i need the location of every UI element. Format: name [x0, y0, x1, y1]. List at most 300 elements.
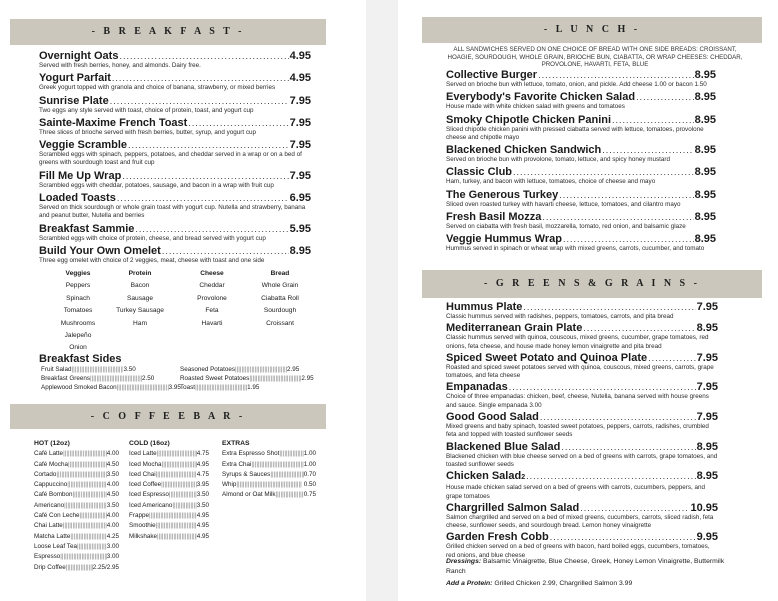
menu-item-title: [446, 189, 716, 201]
veggies-option: Tomatoes: [63, 307, 93, 315]
protein-option: Sausage: [126, 294, 154, 302]
menu-item-description: Classic hummus served with quinoa, couscous, mixed greens, cucumber, grape tomatoes, red onions, feta cheese, and house made honey lemon vinaigrette and pita bread: [446, 334, 709, 350]
menu-item-name: Classic Club: [446, 166, 513, 179]
drink-price: 4.00: [106, 522, 119, 530]
menu-item: [446, 531, 718, 560]
sides-left: [41, 365, 181, 392]
menu-item-description: Three slices of brioche served with fresh berries, butter, syrup, and yogurt cup: [39, 128, 256, 136]
menu-item-title: [446, 166, 716, 178]
leader-dots: [513, 166, 694, 178]
menu-item: [446, 144, 716, 164]
menu-item-name: Fill Me Up Wrap: [39, 169, 122, 182]
drink-name: Whip: [222, 481, 237, 489]
menu-item-description: Scrambled eggs with choice of protein, cheese, and bread served with yogurt cup: [39, 234, 266, 242]
menu-item-price: 7.95: [696, 301, 718, 313]
lunch-note: ALL SANDWICHES SERVED ON ONE CHOICE OF BREAD WITH ONE SIDE BREADS: CROISSANT, HOAGIE, SOURDOUGH, WHOLE GRAIN, BRIOCHE BUN, CIABATTA, OR WRAP CHEESES: CHEDDAR, PROVOLONE, HAVARTI, FETA, BLUE: [447, 46, 743, 68]
drink-price: 0.50: [303, 481, 316, 489]
drink-price: 4.95: [196, 532, 209, 540]
leader-dots: [128, 139, 289, 151]
menu-item: [39, 223, 311, 243]
price-leader: [236, 480, 303, 490]
menu-item-title: [39, 223, 311, 235]
menu-item-name: Sunrise Plate: [39, 94, 109, 107]
veggies-option: Jalepeño: [64, 332, 92, 340]
menu-item-price: 8.95: [694, 144, 716, 157]
menu-item-name: Good Good Salad: [446, 411, 539, 424]
menu-item-price: 4.95: [289, 72, 311, 85]
protein-column: [110, 268, 170, 330]
protein-header: Protein: [128, 270, 152, 277]
menu-item-price: 8.95: [694, 166, 716, 179]
drink-price: 1.00: [303, 460, 316, 468]
leader-dots: [538, 69, 693, 81]
page-gutter: [366, 0, 398, 601]
drink-item: [34, 511, 119, 521]
drink-item: [34, 480, 119, 490]
menu-item: [39, 170, 311, 190]
menu-item-title: [39, 95, 311, 107]
coffee-banner: - C O F F E E B A R -: [10, 404, 326, 429]
price-leader: [149, 511, 197, 521]
menu-item-title: [39, 72, 311, 84]
menu-item-price: 7.95: [289, 169, 311, 182]
drink-price: 4.00: [106, 512, 119, 520]
protein-option: Ham: [133, 319, 147, 327]
price-leader: [172, 501, 196, 511]
drink-name: Iced Coffee: [129, 481, 162, 489]
drink-name: Iced Americano: [129, 501, 173, 509]
cheese-option: Cheddar: [199, 282, 225, 290]
price-leader: [60, 552, 106, 562]
drink-name: Extra Chai: [222, 460, 252, 468]
drink-price: 3.95: [196, 481, 209, 489]
side-item-price: 2.50: [142, 375, 155, 382]
price-leader: [117, 383, 169, 392]
menu-item-name: Overnight Oats: [39, 50, 119, 62]
leader-dots: [550, 531, 696, 543]
menu-item-name: Veggie Scramble: [39, 139, 128, 152]
leader-dots: [162, 245, 289, 257]
side-item-price: 1.95: [247, 384, 260, 391]
hot-drinks: [34, 439, 119, 573]
menu-item-title: [446, 441, 718, 453]
menu-item: [39, 50, 311, 70]
menu-item-price: 7.95: [289, 94, 311, 107]
menu-item-name: Everybody's Favorite Chicken Salad: [446, 91, 636, 104]
veggies-option: Spinach: [66, 294, 90, 302]
dressings-text: Balsamic Vinaigrette, Blue Cheese, Greek, Honey Lemon Vinaigrette, Buttermilk Ranch: [446, 558, 725, 575]
menu-item-description: Sliced oven roasted turkey with havarti cheese, lettuce, tomatoes, and cilantro mayo: [446, 200, 681, 208]
menu-item: [446, 69, 716, 89]
greens-banner: - G R E E N S & G R A I N S -: [422, 270, 762, 298]
menu-page-left: [0, 0, 366, 601]
menu-item: [446, 301, 718, 321]
menu-item-name: Spiced Sweet Potato and Quinoa Plate: [446, 351, 648, 364]
menu-item-name: Hummus Plate: [446, 301, 523, 313]
price-leader: [63, 449, 107, 459]
bread-option: Ciabatta Roll: [261, 294, 299, 302]
drink-price: 4.95: [196, 522, 209, 530]
bread-column: [252, 268, 308, 330]
menu-item-name: Loaded Toasts: [39, 192, 116, 205]
veggies-option: Mushrooms: [60, 319, 96, 327]
side-item: [41, 365, 181, 374]
lunch-items: [446, 69, 716, 256]
menu-item-price: 7.95: [696, 411, 718, 424]
menu-item-price: 7.95: [696, 351, 718, 364]
drink-name: Loose Leaf Tea: [34, 542, 77, 550]
drink-name: Milkshake: [129, 532, 157, 540]
menu-item: [446, 322, 718, 351]
menu-item-name: Empanadas: [446, 381, 508, 394]
menu-item-description: Scrambled eggs with spinach, peppers, potatoes, and cheddar served in a wrap or on a bed of greens with sourdough toast and fruit cup: [39, 151, 302, 167]
menu-item-title: [39, 139, 311, 151]
leader-dots: [188, 117, 288, 129]
drink-price: 3.50: [196, 491, 209, 499]
side-item-name: Applewood Smoked Bacon: [41, 384, 117, 391]
menu-item-price: 8.95: [696, 322, 718, 335]
menu-item: [446, 189, 716, 209]
drink-price: 4.00: [106, 450, 119, 458]
leader-dots: [648, 352, 695, 364]
extras-header: EXTRAS: [222, 440, 250, 447]
drink-item: [34, 501, 119, 511]
leader-dots: [117, 192, 289, 204]
drink-name: Café Bombon: [34, 491, 73, 499]
bread-header: Bread: [270, 270, 290, 277]
price-leader: [67, 480, 106, 490]
price-leader: [157, 532, 197, 542]
side-item-name: Fruit Salad: [41, 366, 72, 373]
drink-price: 4.50: [106, 460, 119, 468]
menu-item-title: [446, 502, 718, 514]
price-leader: [64, 501, 107, 511]
side-item-name: Roasted Sweet Potatoes: [180, 375, 250, 382]
price-leader: [157, 449, 197, 459]
protein-label: Add a Protein:: [446, 580, 493, 587]
drink-item: [129, 532, 209, 542]
side-item-price: 3.95: [168, 384, 181, 391]
menu-item-description: Choice of three empanadas: chicken, beef, cheese, Nutella, banana served with house greens and sauce. Single empanada 3.00: [446, 393, 709, 409]
protein-option: Bacon: [130, 282, 150, 290]
menu-item-description: Served on brioche bun with lettuce, tomato, onion, and pickle. Add cheese 1.00 or bacon 1.50: [446, 81, 707, 88]
price-leader: [249, 374, 301, 383]
drink-name: Iced Chai: [129, 470, 156, 478]
menu-item-title: [446, 531, 718, 543]
price-leader: [279, 449, 303, 459]
menu-item: [446, 166, 716, 186]
cheese-option: Provolone: [197, 294, 227, 302]
drink-price: 3.50: [106, 470, 119, 478]
menu-item-name: Breakfast Sammie: [39, 222, 135, 235]
drink-name: Espresso: [34, 553, 61, 561]
bread-option: Whole Grain: [261, 282, 299, 290]
greens-items: [446, 301, 718, 561]
leader-dots: [526, 470, 695, 482]
menu-item-price: 8.95: [694, 211, 716, 224]
drink-name: Extra Espresso Shot: [222, 450, 280, 458]
breakfast-sides-title: Breakfast Sides: [39, 353, 122, 365]
leader-dots: [135, 223, 288, 235]
cold-header: COLD (16oz): [129, 440, 170, 447]
menu-item-price: 6.95: [289, 192, 311, 205]
drink-price: 0.70: [303, 470, 316, 478]
leader-dots: [122, 170, 288, 182]
bread-option: Croissant: [266, 319, 294, 327]
menu-item: [446, 411, 718, 440]
side-item: [41, 383, 181, 392]
leader-dots: [580, 502, 689, 514]
menu-item: [446, 114, 716, 143]
menu-item-price: 10.95: [690, 501, 718, 514]
menu-item-title: [446, 211, 716, 223]
menu-item-description: Scrambled eggs with cheddar, potatoes, sausage, and bacon in a wrap with fruit cup: [39, 181, 274, 189]
side-item-name: Breakfast Greens: [41, 375, 90, 382]
leader-dots: [112, 72, 289, 84]
price-leader: [276, 490, 304, 500]
menu-item-name: Yogurt Parfait: [39, 72, 111, 85]
drink-item: [222, 490, 316, 500]
leader-dots: [523, 301, 695, 313]
drink-price: 3.50: [196, 501, 209, 509]
menu-item: [39, 72, 311, 92]
extras: [222, 439, 316, 501]
menu-item-title: [39, 245, 311, 257]
price-leader: [235, 365, 287, 374]
drink-name: Chai Latte: [34, 522, 63, 530]
menu-item-description: Two eggs any style served with toast, choice of protein, toast, and yogurt cup: [39, 106, 254, 114]
side-item-price: 2.95: [301, 375, 314, 382]
veggies-option: Onion: [69, 344, 87, 352]
drink-item: [129, 449, 209, 459]
drink-item: [34, 470, 119, 480]
menu-item-title: [446, 470, 718, 484]
drink-name: Frappe: [129, 512, 149, 520]
side-item-name: Seasoned Potatoes: [180, 366, 235, 373]
drink-price: 4.95: [196, 512, 209, 520]
menu-item-title: [39, 50, 311, 62]
side-item: [180, 365, 314, 374]
side-item: [41, 374, 181, 383]
menu-item-title: [446, 411, 718, 423]
menu-item-description: Served on thick sourdough or whole grain toast with yogurt cup. Nutella and strawberry, banana and peanut butter, Nutella and berries: [39, 204, 306, 220]
menu-item-description: Greek yogurt topped with granola and choice of banana, strawberry, or mixed berries: [39, 84, 276, 92]
drink-item: [34, 521, 119, 531]
price-leader: [169, 490, 197, 500]
menu-item-name: Build Your Own Omelet: [39, 244, 161, 257]
breakfast-banner: - B R E A K F A S T -: [10, 19, 326, 45]
leader-dots: [602, 144, 693, 156]
menu-item-price: 8.95: [694, 69, 716, 81]
leader-dots: [583, 322, 695, 334]
drink-item: [222, 480, 316, 490]
menu-item-title: [446, 352, 718, 364]
protein-text: Grilled Chicken 2.99, Chargrilled Salmon 3.99: [494, 580, 633, 587]
drink-item: [129, 470, 209, 480]
menu-item: [446, 233, 716, 253]
side-item-name: Toast: [180, 384, 196, 391]
drink-price: 1.00: [303, 450, 316, 458]
menu-item-description: Served on ciabatta with fresh basil, mozzarella, tomato, red onion, and balsamic glaze: [446, 223, 686, 231]
leader-dots: [119, 50, 288, 62]
drink-name: Iced Espresso: [129, 491, 169, 499]
drink-item: [129, 480, 209, 490]
veggies-option: Peppers: [65, 282, 91, 290]
side-item: [180, 383, 314, 392]
drink-price: 3.00: [106, 542, 119, 550]
drink-item: [34, 563, 119, 573]
leader-dots: [540, 411, 696, 423]
drink-name: Matcha Latte: [34, 532, 71, 540]
drink-name: Café Mocha: [34, 460, 68, 468]
menu-item-name: Collective Burger: [446, 69, 538, 81]
menu-item: [39, 192, 311, 221]
drink-name: Syrups & Sauces: [222, 470, 271, 478]
protein-option: Turkey Sausage: [116, 307, 164, 315]
menu-item-price: 9.95: [696, 531, 718, 544]
menu-item-price: 8.95: [696, 440, 718, 453]
menu-item: [446, 352, 718, 381]
menu-item-title: [446, 144, 716, 156]
drink-price: 4.75: [196, 470, 209, 478]
drink-name: Iced Mocha: [129, 460, 162, 468]
menu-item-name: Mediterranean Grain Plate: [446, 322, 583, 335]
menu-item: [39, 245, 311, 265]
menu-item-price: 8.95: [694, 233, 716, 246]
menu-item-description: Mixed greens and baby spinach, toasted sweet potatoes, peppers, carrots, radishes, crumbled feta and topped with toasted sunflower seeds: [446, 423, 709, 439]
price-leader: [66, 563, 93, 573]
menu-item-description: Blackened chicken with blue cheese served on a bed of greens with carrots, grape tomatoes, and toasted sunflower seeds: [446, 452, 718, 468]
menu-item-price: 8.95: [694, 188, 716, 201]
drink-item: [129, 511, 209, 521]
drink-item: [222, 449, 316, 459]
menu-item-name: The Generous Turkey: [446, 188, 559, 201]
hot-header: HOT (12oz): [34, 440, 70, 447]
drink-price: 4.25: [106, 532, 119, 540]
drink-name: Americano: [34, 501, 65, 509]
menu-item-title: [446, 301, 718, 313]
drink-item: [129, 501, 209, 511]
menu-item: [446, 91, 716, 111]
price-leader: [80, 511, 107, 521]
menu-item-title: [39, 192, 311, 204]
cold-drinks: [129, 439, 209, 542]
drink-name: Cortado: [34, 470, 57, 478]
menu-item-name: Sainte-Maxime French Toast: [39, 116, 188, 129]
menu-item-price: 8.95: [696, 470, 718, 483]
menu-item-price: 7.95: [289, 116, 311, 129]
menu-item-title: [39, 117, 311, 129]
price-leader: [270, 470, 303, 480]
drink-price: 4.00: [106, 481, 119, 489]
menu-item-description: Classic hummus served with radishes, peppers, tomatoes, carrots, and pita bread: [446, 313, 674, 320]
menu-item: [446, 502, 718, 531]
menu-item-title: [446, 233, 716, 245]
drink-item: [34, 490, 119, 500]
drink-item: [34, 449, 119, 459]
drink-item: [129, 460, 209, 470]
cheese-header: Cheese: [200, 270, 224, 277]
menu-item-description: Hummus served in spinach or wheat wrap with mixed greens, carrots, cucumber, and tomato: [446, 245, 705, 253]
cheese-option: Feta: [205, 307, 219, 315]
drink-item: [34, 542, 119, 552]
menu-item-description: Ham, turkey, and bacon with lettuce, tomatoes, choice of cheese and mayo: [446, 178, 656, 186]
menu-item-title: [39, 170, 311, 182]
leader-dots: [636, 91, 693, 103]
menu-item: [39, 139, 311, 168]
menu-item-description: Served on brioche bun with provolone, tomato, lettuce, and spicy honey mustard: [446, 156, 671, 164]
menu-item-price: 8.95: [289, 244, 311, 257]
sides-right: [180, 365, 314, 392]
price-leader: [251, 460, 303, 470]
menu-item-price: 5.95: [289, 222, 311, 235]
veggies-header: Veggies: [65, 270, 91, 277]
menu-item: [39, 95, 311, 115]
leader-dots: [563, 233, 694, 245]
drink-name: Cappuccino: [34, 481, 68, 489]
leader-dots: [561, 441, 695, 453]
menu-item-title: [446, 69, 716, 81]
menu-item-description: House made chicken salad served on a bed of greens with carrots, cucumbers, peppers, and grape tomatoes: [446, 484, 706, 500]
menu-item-title: [446, 322, 718, 334]
leader-dots: [612, 114, 694, 126]
drink-item: [34, 460, 119, 470]
lunch-banner: - L U N C H -: [422, 17, 762, 43]
menu-item-price: 7.95: [696, 381, 718, 394]
leader-dots: [542, 211, 693, 223]
menu-item-description: Three egg omelet with choice of 2 veggies, meat, cheese with toast and one side: [39, 256, 265, 264]
drink-price: 4.50: [106, 491, 119, 499]
price-leader: [77, 542, 107, 552]
drink-price: 0.75: [303, 491, 316, 499]
leader-dots: [559, 189, 693, 201]
menu-item: [39, 117, 311, 137]
drink-price: 4.75: [196, 450, 209, 458]
leader-dots: [110, 95, 289, 107]
price-leader: [156, 470, 197, 480]
menu-item-description: House made with white chicken salad with greens and tomatoes: [446, 103, 625, 111]
menu-item-price: 8.95: [694, 91, 716, 104]
drink-item: [34, 552, 119, 562]
bread-option: Sourdough: [263, 307, 297, 315]
drink-name: Smoothie: [129, 522, 156, 530]
menu-item-title: [446, 91, 716, 103]
price-leader: [73, 490, 107, 500]
menu-item-name: Blackened Blue Salad: [446, 440, 561, 453]
cheese-option: Havarti: [201, 319, 223, 327]
menu-item-name: Chicken Salad: [446, 470, 522, 483]
protein-line: [446, 579, 736, 589]
menu-item-description: Sliced chipotle chicken panini with pressed ciabatta served with lettuce, tomatoes, provolone cheese and chipotle mayo: [446, 125, 704, 141]
menu-item-superscript: 2: [521, 474, 526, 482]
menu-item: [446, 381, 718, 410]
dressings-label: Dressings:: [446, 558, 482, 565]
price-leader: [68, 460, 107, 470]
menu-item-price: 7.95: [289, 139, 311, 152]
menu-item-title: [446, 114, 716, 126]
dressings-line: [446, 557, 726, 577]
menu-item-title: [446, 381, 718, 393]
drink-name: Drip Coffee: [34, 563, 66, 571]
breakfast-items: [39, 50, 311, 267]
menu-item: [446, 211, 716, 231]
menu-item-price: 4.95: [289, 50, 311, 62]
price-leader: [156, 521, 197, 531]
drink-item: [222, 470, 316, 480]
drink-price: 4.95: [196, 460, 209, 468]
drink-name: Café Latte: [34, 450, 64, 458]
side-item: [180, 374, 314, 383]
